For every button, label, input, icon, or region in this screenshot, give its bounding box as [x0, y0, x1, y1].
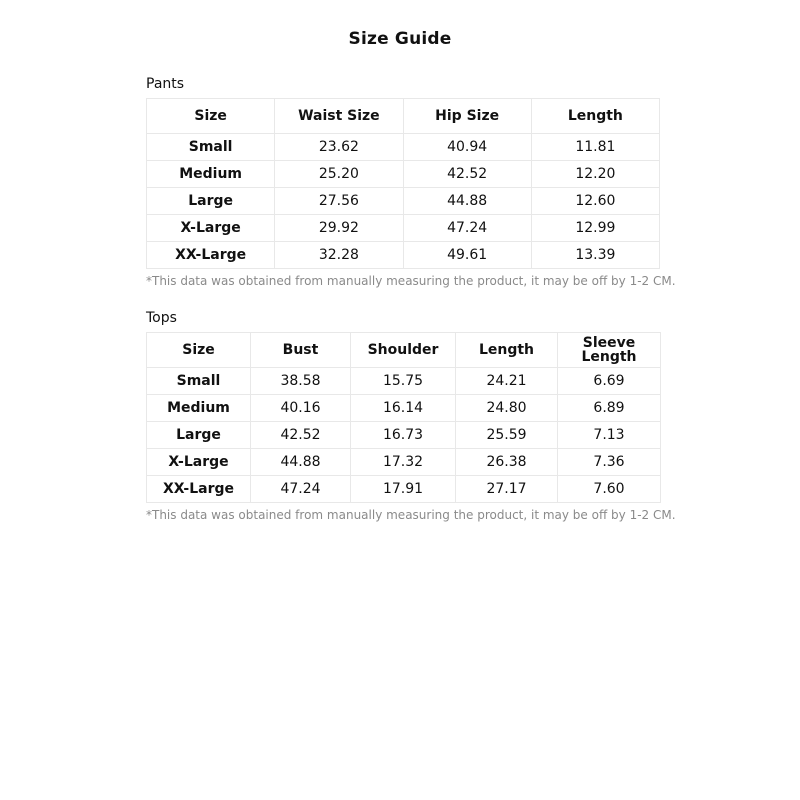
table-row — [147, 215, 660, 242]
table-row — [147, 449, 661, 476]
table-header-row — [147, 99, 660, 134]
table-header-row — [147, 333, 661, 368]
table-cell: 23.62 — [275, 134, 403, 161]
table-row — [147, 422, 661, 449]
table-cell: 27.17 — [456, 476, 558, 503]
table-cell: 27.56 — [275, 188, 403, 215]
table-cell: 25.20 — [275, 161, 403, 188]
table-cell: 24.80 — [456, 395, 558, 422]
table-cell: 13.39 — [531, 242, 659, 269]
size-cell: Small — [147, 134, 275, 161]
size-cell: Large — [147, 422, 251, 449]
pants-section — [146, 75, 676, 288]
table-cell: 6.69 — [558, 368, 661, 395]
table-row — [147, 188, 660, 215]
size-cell: X-Large — [147, 449, 251, 476]
table-cell: 40.16 — [251, 395, 351, 422]
table-row — [147, 134, 660, 161]
table-cell: 44.88 — [403, 188, 531, 215]
size-cell: X-Large — [147, 215, 275, 242]
table-cell: 47.24 — [403, 215, 531, 242]
table-row — [147, 395, 661, 422]
pants-size-table — [146, 98, 660, 269]
table-cell: 7.36 — [558, 449, 661, 476]
size-cell: XX-Large — [147, 476, 251, 503]
page-title: Size Guide — [348, 29, 452, 49]
table-cell: 12.20 — [531, 161, 659, 188]
table-cell: 25.59 — [456, 422, 558, 449]
table-cell: 44.88 — [251, 449, 351, 476]
table-cell: 6.89 — [558, 395, 661, 422]
table-cell: 24.21 — [456, 368, 558, 395]
table-cell: 32.28 — [275, 242, 403, 269]
table-cell: 12.60 — [531, 188, 659, 215]
table-cell: 17.91 — [351, 476, 456, 503]
tops-size-table — [146, 332, 661, 503]
table-cell: 38.58 — [251, 368, 351, 395]
column-header: Waist Size — [275, 99, 403, 134]
tops-section — [146, 309, 676, 522]
table-cell: 26.38 — [456, 449, 558, 476]
column-header: Length — [531, 99, 659, 134]
size-cell: Small — [147, 368, 251, 395]
table-cell: 7.60 — [558, 476, 661, 503]
table-cell: 15.75 — [351, 368, 456, 395]
table-cell: 47.24 — [251, 476, 351, 503]
size-cell: Medium — [147, 161, 275, 188]
table-cell: 49.61 — [403, 242, 531, 269]
tops-measurement-note: *This data was obtained from manually measuring the product, it may be off by 1-2 CM. — [146, 508, 676, 522]
column-header: Shoulder — [351, 333, 456, 368]
table-row — [147, 368, 661, 395]
table-cell: 16.73 — [351, 422, 456, 449]
table-cell: 17.32 — [351, 449, 456, 476]
pants-section-label: Pants — [146, 76, 185, 92]
table-row — [147, 476, 661, 503]
size-cell: XX-Large — [147, 242, 275, 269]
table-cell: 29.92 — [275, 215, 403, 242]
column-header: Length — [456, 333, 558, 368]
pants-measurement-note: *This data was obtained from manually measuring the product, it may be off by 1-2 CM. — [146, 274, 676, 288]
column-header: Size — [147, 333, 251, 368]
column-header: Sleeve Length — [558, 333, 661, 368]
column-header: Size — [147, 99, 275, 134]
table-row — [147, 161, 660, 188]
table-cell: 7.13 — [558, 422, 661, 449]
column-header: Hip Size — [403, 99, 531, 134]
tops-section-label: Tops — [146, 310, 177, 326]
table-cell: 40.94 — [403, 134, 531, 161]
size-cell: Medium — [147, 395, 251, 422]
column-header: Bust — [251, 333, 351, 368]
table-cell: 12.99 — [531, 215, 659, 242]
table-cell: 11.81 — [531, 134, 659, 161]
table-cell: 42.52 — [403, 161, 531, 188]
table-cell: 42.52 — [251, 422, 351, 449]
table-row — [147, 242, 660, 269]
table-cell: 16.14 — [351, 395, 456, 422]
size-cell: Large — [147, 188, 275, 215]
